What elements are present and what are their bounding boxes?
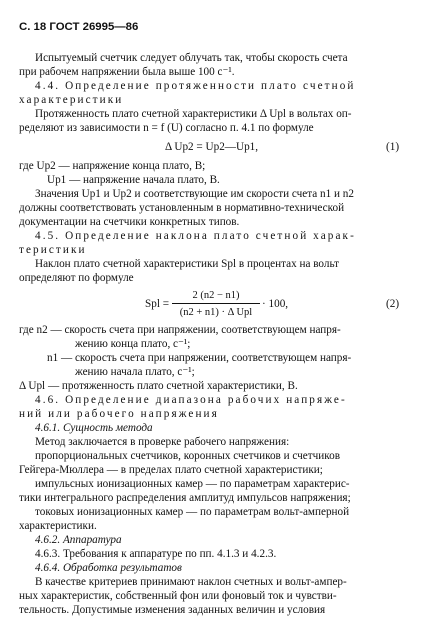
text-line: Наклон плато счетной характеристики Spl в процентах на вольт	[35, 258, 340, 270]
section-heading: ний или рабочего напряжения	[19, 408, 219, 420]
text-line: Значения Up1 и Up2 и соответствующие им скорости счета n1 и n2	[35, 188, 354, 200]
subsection-heading: 4.6.1. Сущность метода	[35, 422, 153, 434]
text-line: Метод заключается в проверке рабочего напряжения:	[35, 436, 290, 448]
text-line: пропорциональных счетчиков, коронных счетчиков и счетчиков	[35, 450, 340, 462]
text-line: жению конца плато, с⁻¹;	[75, 338, 191, 350]
section-heading: 4.6. Определение диапазона рабочих напряже-	[35, 394, 347, 406]
text-line: В качестве критериев принимают наклон счетных и вольт-ампер-	[35, 576, 347, 588]
text-line: токовых ионизационных камер — по параметрам вольт-амперной	[35, 506, 350, 518]
text-line: где n2 — скорость счета при напряжении, соответствующем напря-	[19, 324, 341, 336]
text-line: документации на счетчики конкретных типов.	[19, 216, 240, 228]
section-heading: 4.4. Определение протяженности плато счетной	[35, 80, 356, 92]
text-line: ределяют из зависимости n = f (U) согласно п. 4.1 по формуле	[19, 122, 314, 134]
text-line: где Up2 — напряжение конца плато, В;	[19, 160, 206, 172]
subsection-heading: 4.6.2. Аппаратура	[35, 534, 122, 546]
formula-2-lhs: Spl =	[145, 298, 170, 310]
page-header: С. 18 ГОСТ 26995—86	[19, 21, 139, 33]
text-line: Протяженность плато счетной характеристики Δ Upl в вольтах оп-	[35, 108, 352, 120]
section-heading: характеристики	[19, 94, 124, 106]
text-line: импульсных ионизационных камер — по параметрам характерис-	[35, 478, 350, 490]
formula-2-numerator: 2 (n2 − n1)	[192, 290, 240, 301]
section-heading: теристики	[19, 244, 87, 256]
section-heading: 4.5. Определение наклона плато счетной харак-	[35, 230, 356, 242]
text-line: Гейгера-Мюллера — в пределах плато счетной характеристики;	[19, 464, 323, 476]
formula-2-number: (2)	[386, 298, 400, 310]
formula-2-tail: · 100,	[262, 298, 289, 310]
text-line: жению начала плато, с⁻¹;	[75, 366, 195, 378]
text-line: Испытуемый счетчик следует облучать так, чтобы скорость счета	[35, 52, 348, 64]
text-line: Up1 — напряжение начала плато, В.	[47, 174, 220, 186]
text-line: тельность. Допустимые изменения заданных величин и условия	[19, 604, 326, 616]
text-line: Δ Upl — протяженность плато счетной характеристики, В.	[19, 380, 298, 392]
text-line: должны соответствовать установленным в нормативно-технической	[19, 202, 345, 214]
text-line: n1 — скорость счета при напряжении, соответствующем напря-	[47, 352, 352, 364]
text-line: 4.6.3. Требования к аппаратуре по пп. 4.1.3 и 4.2.3.	[35, 548, 277, 560]
text-line: характеристики.	[19, 520, 97, 532]
subsection-heading: 4.6.4. Обработка результатов	[35, 562, 182, 574]
text-line: определяют по формуле	[19, 272, 134, 284]
text-line: тики интегрального распределения амплитуд импульсов напряжения;	[19, 492, 351, 504]
formula-2-denominator: (n2 + n1) · Δ Upl	[179, 307, 253, 318]
formula-1: Δ Up2 = Up2—Up1,	[165, 141, 259, 153]
text-line: ных характеристик, собственный фон или фоновый ток и чувстви-	[19, 590, 337, 602]
fraction-bar	[172, 303, 260, 304]
text-line: при рабочем напряжении была выше 100 с⁻¹.	[19, 66, 235, 78]
formula-1-number: (1)	[386, 141, 400, 153]
